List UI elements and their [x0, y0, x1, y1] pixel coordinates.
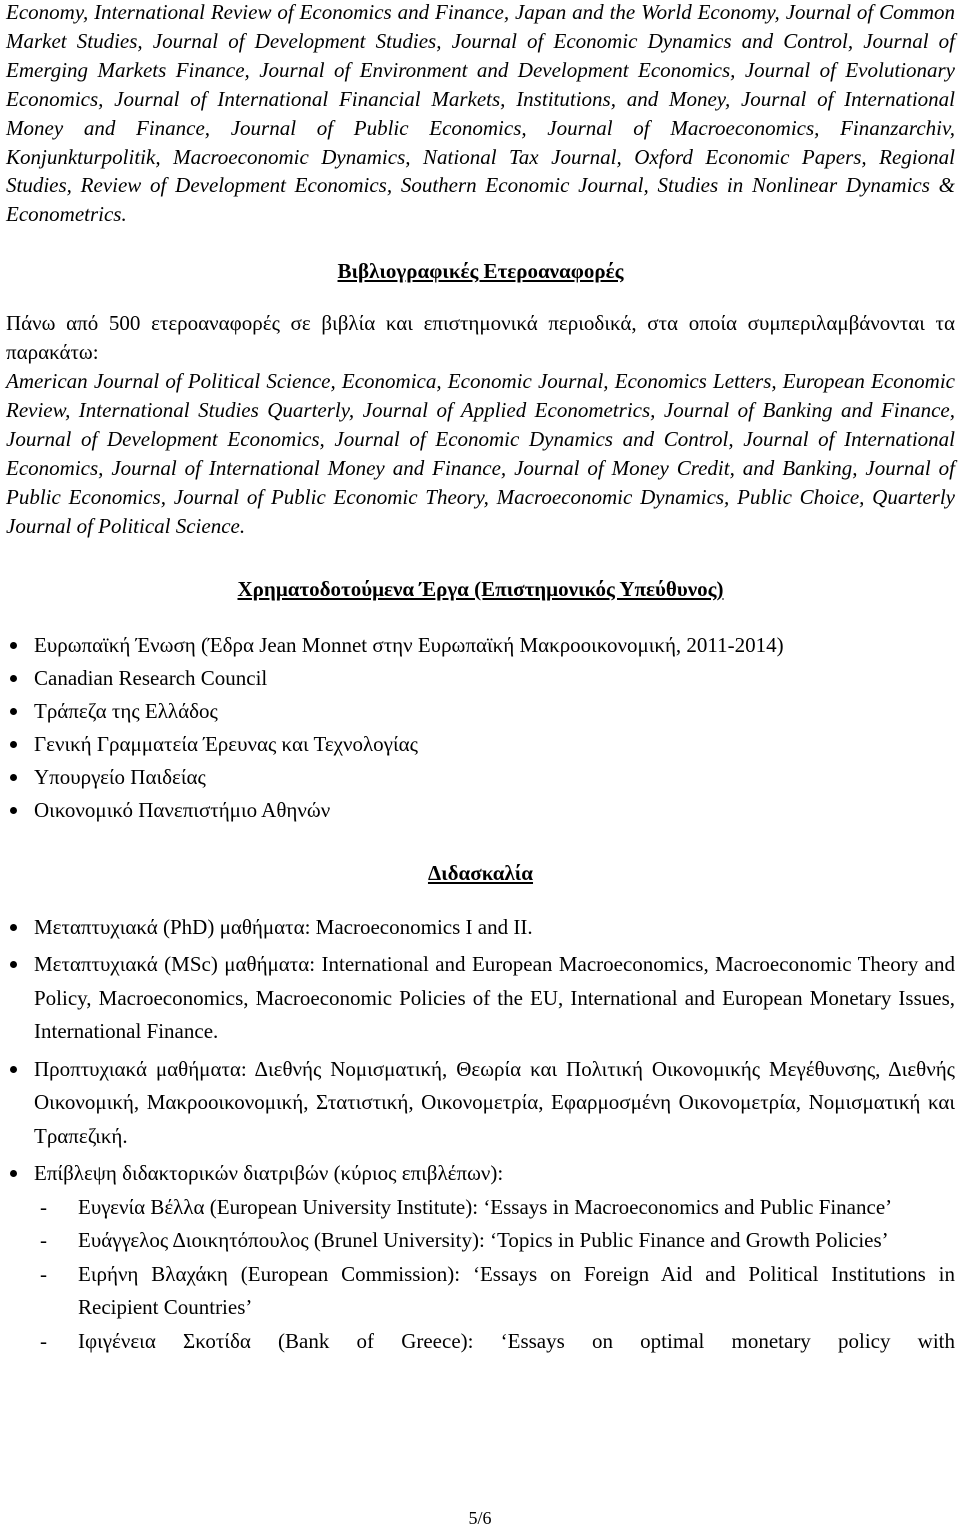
funded-project-label: Γενική Γραμματεία Έρευνας και Τεχνολογίας [34, 731, 418, 756]
list-item [6, 948, 955, 1049]
list-item [6, 794, 955, 827]
list-item [6, 629, 955, 662]
teaching-heading: Διδασκαλία [427, 860, 534, 885]
list-item [6, 728, 955, 761]
supervision-label: Ιφιγένεια Σκοτίδα (Bank of Greece): ‘Essays on optimal monetary policy with [78, 1328, 955, 1353]
list-item [6, 761, 955, 794]
funded-project-label: Canadian Research Council [34, 665, 268, 690]
list-item [6, 662, 955, 695]
supervision-label: Ειρήνη Βλαχάκη (European Commission): ‘Essays on Foreign Aid and Political Institutions in Recipient Countries’ [78, 1261, 955, 1319]
list-item [6, 1053, 955, 1154]
journals-continued-paragraph: Economy, International Review of Economics and Finance, Japan and the World Economy, Journal of Common Market Studies, Journal of Development Studies, Journal of Economic Dynamics and Control, Journal of Emerging Markets Finance, Journal of Environment and Development Economics, Journal of Evolutionary Economics, Journal of International Financial Markets, Institutions, and Money, Journal of International Money and Finance, Journal of Public Economics, Journal of Macroeconomics, Finanzarchiv, Konjunkturpolitik, Macroeconomic Dynamics, National Tax Journal, Oxford Economic Papers, Regional Studies, Review of Development Economics, Southern Economic Journal, Studies in Nonlinear Dynamics & Econometrics. [6, 0, 955, 227]
supervision-label: Ευγενία Βέλλα (European University Institute): ‘Essays in Macroeconomics and Public Finance’ [78, 1194, 893, 1219]
funded-projects-heading: Χρηματοδοτούμενα Έργα (Επιστημονικός Υπεύθυνος) [237, 576, 724, 601]
dash-marker: - [40, 1261, 47, 1286]
book-citations-intro: Πάνω από 500 ετεροαναφορές σε βιβλία και επιστημονικά περιοδικά, στα οποία συμπεριλαμβάνονται τα παρακάτω: [6, 311, 955, 365]
list-item [6, 1258, 955, 1325]
funded-projects-list [6, 629, 955, 827]
list-item [6, 1157, 955, 1191]
supervision-list [6, 1191, 955, 1359]
list-item [6, 911, 955, 945]
funded-project-label: Οικονομικό Πανεπιστήμιο Αθηνών [34, 797, 331, 822]
supervision-label: Ευάγγελος Διοικητόπουλος (Brunel University): ‘Topics in Public Finance and Growth Policies’ [78, 1228, 889, 1252]
teaching-item-label: Προπτυχιακά μαθήματα: Διεθνής Νομισματική, Θεωρία και Πολιτική Οικονομικής Μεγέθυνσης, Διεθνής Οικονομική, Μακροοικονομική, Στατιστική, Οικονομετρία, Εφαρμοσμένη Οικονομετρία, Νομισματική και Τραπεζική. [34, 1056, 955, 1148]
book-citations-section [6, 309, 955, 540]
dash-marker: - [40, 1194, 47, 1219]
teaching-item-label: Μεταπτυχιακά (MSc) μαθήματα: International and European Macroeconomics, Macroeconomic Theory and Policy, Macroeconomics, Macroeconomic Policies of the EU, International and European Monetary Issues, International Finance. [34, 952, 955, 1043]
funded-project-label: Υπουργείο Παιδείας [34, 764, 206, 789]
teaching-item-label: Επίβλεψη διδακτορικών διατριβών (κύριος επιβλέπων): [34, 1161, 504, 1185]
book-citations-journals: American Journal of Political Science, Economica, Economic Journal, Economics Letters, European Economic Review, International Studies Quarterly, Journal of Applied Econometrics, Journal of Banking and Finance, Journal of Development Economics, Journal of Economic Dynamics and Control, Journal of International Economics, Journal of International Money and Finance, Journal of Money Credit, and Banking, Journal of Public Economics, Journal of Public Economic Theory, Macroeconomic Dynamics, Public Choice, Quarterly Journal of Political Science. [6, 369, 955, 538]
dash-marker: - [40, 1228, 47, 1252]
list-item [6, 1224, 955, 1258]
funded-project-label: Τράπεζα της Ελλάδος [34, 698, 218, 723]
list-item [6, 695, 955, 728]
list-item [6, 1325, 955, 1359]
list-item [6, 1191, 955, 1225]
funded-project-label: Ευρωπαϊκή Ένωση (Έδρα Jean Monnet στην Ευρωπαϊκή Μακροοικονομική, 2011-2014) [34, 632, 784, 657]
book-citations-heading: Βιβλιογραφικές Ετεροαναφορές [337, 259, 624, 284]
teaching-item-label: Μεταπτυχιακά (PhD) μαθήματα: Macroeconomics I and II. [34, 914, 533, 939]
page-number: 5/6 [468, 1508, 492, 1528]
dash-marker: - [40, 1328, 47, 1353]
teaching-list [6, 911, 955, 1191]
